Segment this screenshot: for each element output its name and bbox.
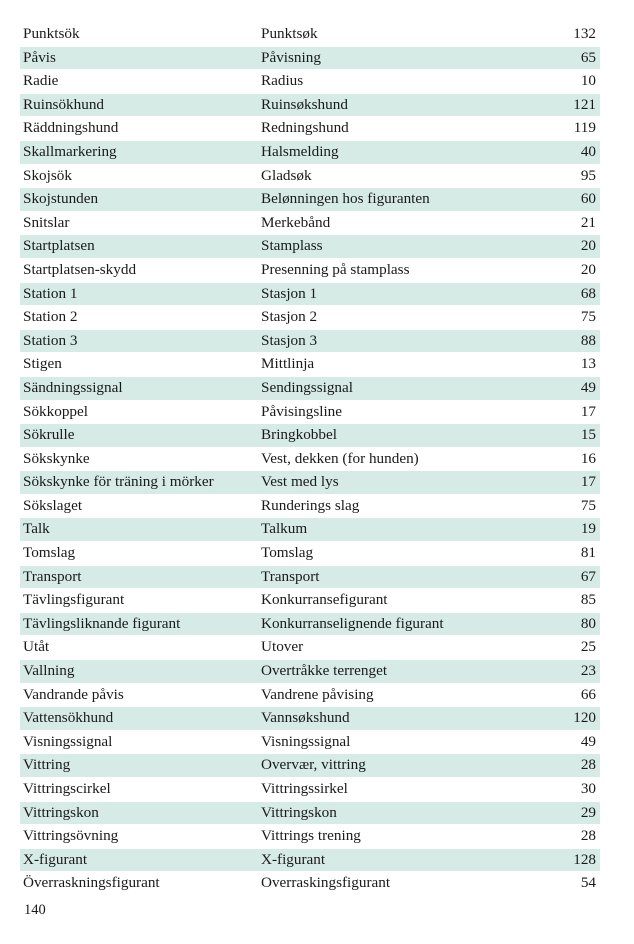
swedish-term: Tävlingsfigurant [20, 589, 258, 613]
swedish-term: Startplatsen-skydd [20, 258, 258, 282]
swedish-term: Station 2 [20, 306, 258, 330]
norwegian-term: Mittlinja [258, 353, 541, 377]
glossary-table [20, 23, 600, 896]
swedish-term: Utåt [20, 636, 258, 660]
glossary-row [20, 400, 600, 424]
norwegian-term: Gladsøk [258, 164, 541, 188]
norwegian-term: Transport [258, 565, 541, 589]
norwegian-term: Stasjon 2 [258, 306, 541, 330]
glossary-row [20, 778, 600, 802]
swedish-term: Punktsök [20, 23, 258, 46]
glossary-row [20, 494, 600, 518]
page-reference: 66 [541, 683, 600, 707]
page-reference: 28 [541, 754, 600, 778]
norwegian-term: Merkebånd [258, 211, 541, 235]
norwegian-term: Runderings slag [258, 494, 541, 518]
norwegian-term: Radius [258, 70, 541, 94]
page-reference: 23 [541, 660, 600, 684]
norwegian-term: Halsmelding [258, 140, 541, 164]
glossary-row [20, 565, 600, 589]
swedish-term: Skallmarkering [20, 140, 258, 164]
glossary-row [20, 471, 600, 495]
page-reference: 49 [541, 376, 600, 400]
page-reference: 120 [541, 707, 600, 731]
glossary-row [20, 329, 600, 353]
swedish-term: Påvis [20, 46, 258, 70]
swedish-term: X-figurant [20, 848, 258, 872]
norwegian-term: Stamplass [258, 235, 541, 259]
swedish-term: Sökslaget [20, 494, 258, 518]
glossary-row [20, 70, 600, 94]
swedish-term: Transport [20, 565, 258, 589]
glossary-row [20, 730, 600, 754]
swedish-term: Skojstunden [20, 188, 258, 212]
norwegian-term: Vest, dekken (for hunden) [258, 447, 541, 471]
page-reference: 67 [541, 565, 600, 589]
swedish-term: Tomslag [20, 542, 258, 566]
norwegian-term: Vannsøkshund [258, 707, 541, 731]
page-reference: 68 [541, 282, 600, 306]
page-reference: 40 [541, 140, 600, 164]
glossary-row [20, 683, 600, 707]
page-reference: 88 [541, 329, 600, 353]
norwegian-term: Belønningen hos figuranten [258, 188, 541, 212]
glossary-row [20, 258, 600, 282]
glossary-row [20, 140, 600, 164]
swedish-term: Station 1 [20, 282, 258, 306]
norwegian-term: Vittrings trening [258, 825, 541, 849]
glossary-row [20, 848, 600, 872]
glossary-row [20, 282, 600, 306]
norwegian-term: Vittringskon [258, 801, 541, 825]
page-reference: 128 [541, 848, 600, 872]
page-reference: 17 [541, 400, 600, 424]
glossary-row [20, 376, 600, 400]
page-reference: 95 [541, 164, 600, 188]
glossary-row [20, 636, 600, 660]
swedish-term: Startplatsen [20, 235, 258, 259]
page-reference: 20 [541, 258, 600, 282]
norwegian-term: Overvær, vittring [258, 754, 541, 778]
swedish-term: Sökskynke [20, 447, 258, 471]
glossary-row [20, 93, 600, 117]
swedish-term: Överraskningsfigurant [20, 872, 258, 896]
swedish-term: Sökrulle [20, 424, 258, 448]
page-reference: 60 [541, 188, 600, 212]
swedish-term: Radie [20, 70, 258, 94]
page-reference: 81 [541, 542, 600, 566]
glossary-row [20, 188, 600, 212]
page-reference: 85 [541, 589, 600, 613]
page-reference: 49 [541, 730, 600, 754]
swedish-term: Stigen [20, 353, 258, 377]
swedish-term: Vittringscirkel [20, 778, 258, 802]
norwegian-term: Sendingssignal [258, 376, 541, 400]
norwegian-term: Overtråkke terrenget [258, 660, 541, 684]
page-reference: 30 [541, 778, 600, 802]
glossary-row [20, 306, 600, 330]
norwegian-term: Vandrene påvising [258, 683, 541, 707]
glossary-row [20, 872, 600, 896]
glossary-row [20, 542, 600, 566]
glossary-row [20, 660, 600, 684]
glossary-row [20, 707, 600, 731]
norwegian-term: Tomslag [258, 542, 541, 566]
swedish-term: Skojsök [20, 164, 258, 188]
glossary-row [20, 518, 600, 542]
norwegian-term: Ruinsøkshund [258, 93, 541, 117]
swedish-term: Sändningssignal [20, 376, 258, 400]
norwegian-term: Stasjon 3 [258, 329, 541, 353]
swedish-term: Snitslar [20, 211, 258, 235]
page-reference: 121 [541, 93, 600, 117]
glossary-row [20, 46, 600, 70]
glossary-row [20, 353, 600, 377]
page-reference: 75 [541, 306, 600, 330]
norwegian-term: Overraskingsfigurant [258, 872, 541, 896]
page-reference: 16 [541, 447, 600, 471]
swedish-term: Vallning [20, 660, 258, 684]
norwegian-term: Stasjon 1 [258, 282, 541, 306]
glossary-row [20, 211, 600, 235]
page-reference: 80 [541, 612, 600, 636]
page-number: 140 [24, 902, 46, 918]
norwegian-term: Vittringssirkel [258, 778, 541, 802]
swedish-term: Talk [20, 518, 258, 542]
glossary-row [20, 117, 600, 141]
page-reference: 20 [541, 235, 600, 259]
swedish-term: Vattensökhund [20, 707, 258, 731]
norwegian-term: Vest med lys [258, 471, 541, 495]
page-reference: 17 [541, 471, 600, 495]
glossary-body [20, 23, 600, 895]
norwegian-term: Utover [258, 636, 541, 660]
glossary-row [20, 589, 600, 613]
swedish-term: Tävlingsliknande figurant [20, 612, 258, 636]
norwegian-term: Talkum [258, 518, 541, 542]
page-reference: 25 [541, 636, 600, 660]
swedish-term: Station 3 [20, 329, 258, 353]
glossary-row [20, 424, 600, 448]
page-reference: 28 [541, 825, 600, 849]
norwegian-term: Visningssignal [258, 730, 541, 754]
glossary-row [20, 825, 600, 849]
norwegian-term: Presenning på stamplass [258, 258, 541, 282]
page-reference: 15 [541, 424, 600, 448]
swedish-term: Vittringskon [20, 801, 258, 825]
page-reference: 54 [541, 872, 600, 896]
page-reference: 10 [541, 70, 600, 94]
norwegian-term: X-figurant [258, 848, 541, 872]
page-reference: 119 [541, 117, 600, 141]
glossary-row [20, 164, 600, 188]
glossary-row [20, 23, 600, 46]
swedish-term: Sökkoppel [20, 400, 258, 424]
page-reference: 65 [541, 46, 600, 70]
norwegian-term: Påvisning [258, 46, 541, 70]
swedish-term: Räddningshund [20, 117, 258, 141]
norwegian-term: Konkurranselignende figurant [258, 612, 541, 636]
page-reference: 13 [541, 353, 600, 377]
norwegian-term: Redningshund [258, 117, 541, 141]
swedish-term: Ruinsökhund [20, 93, 258, 117]
glossary-row [20, 612, 600, 636]
page-reference: 29 [541, 801, 600, 825]
norwegian-term: Påvisingsline [258, 400, 541, 424]
glossary-row [20, 447, 600, 471]
norwegian-term: Konkurransefigurant [258, 589, 541, 613]
page-reference: 132 [541, 23, 600, 46]
swedish-term: Visningssignal [20, 730, 258, 754]
swedish-term: Sökskynke för träning i mörker [20, 471, 258, 495]
swedish-term: Vandrande påvis [20, 683, 258, 707]
swedish-term: Vittringsövning [20, 825, 258, 849]
norwegian-term: Bringkobbel [258, 424, 541, 448]
glossary-row [20, 801, 600, 825]
glossary-row [20, 235, 600, 259]
glossary-row [20, 754, 600, 778]
swedish-term: Vittring [20, 754, 258, 778]
page-reference: 21 [541, 211, 600, 235]
page-reference: 19 [541, 518, 600, 542]
norwegian-term: Punktsøk [258, 23, 541, 46]
page-reference: 75 [541, 494, 600, 518]
